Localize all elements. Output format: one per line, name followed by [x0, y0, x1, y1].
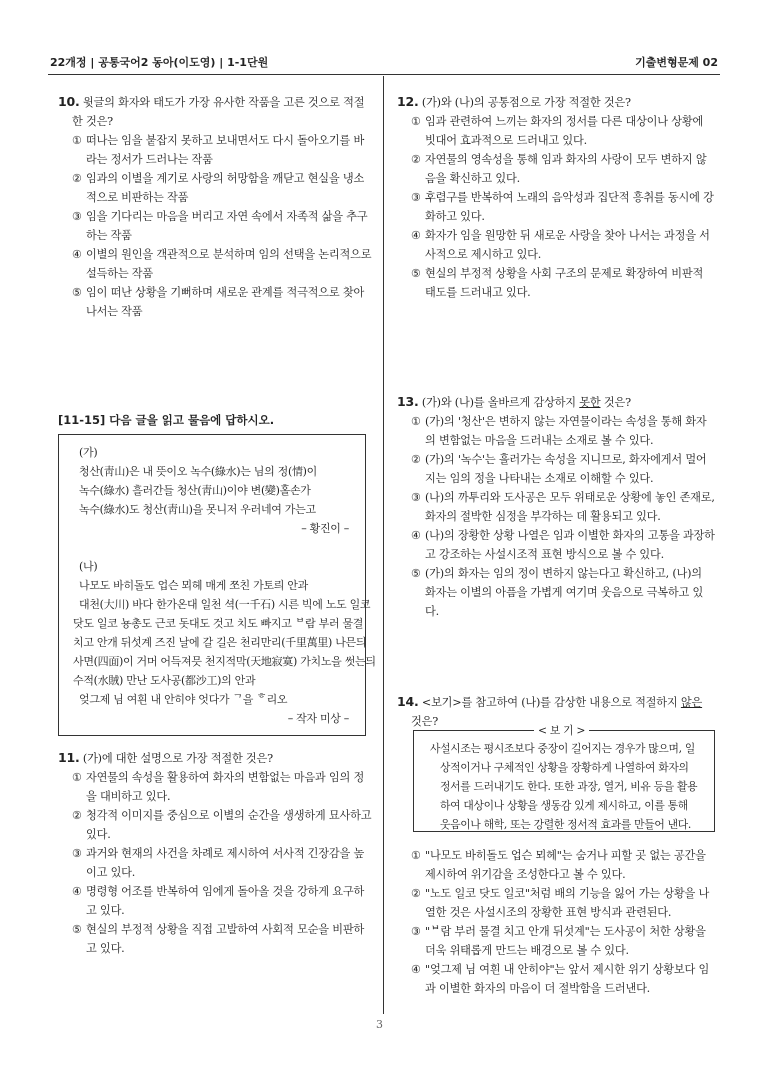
- question-stem-post: 것은?: [600, 396, 631, 409]
- bogi-box: [413, 724, 715, 832]
- passage-ga-label: (가): [79, 446, 98, 459]
- option-list: [397, 412, 715, 621]
- option-number: ②: [411, 153, 421, 166]
- option-text: (나)의 까투리와 도사공은 모두 위태로운 상황에 놓인 존재로, 화자의 절박한 심정을 부각하는 데 활용되고 있다.: [425, 491, 715, 523]
- answer-option: [397, 188, 715, 226]
- header-divider: [48, 74, 720, 75]
- page-number: 3: [376, 1018, 383, 1031]
- answer-option: [397, 488, 715, 526]
- option-text: "ᄇ람 부러 물결 치고 안개 뒤섯계"는 도사공이 처한 상황을 더욱 위태롭게 만드는 배경으로 볼 수 있다.: [425, 925, 706, 957]
- option-text: 명령형 어조를 반복하여 임에게 돌아올 것을 강하게 요구하고 있다.: [86, 885, 365, 917]
- option-text: 임을 기다리는 마음을 버리고 자연 속에서 자족적 삶을 추구하는 작품: [86, 210, 368, 242]
- answer-option: [58, 806, 374, 844]
- option-number: ⑤: [411, 267, 421, 280]
- option-text: 임과 관련하여 느끼는 화자의 정서를 다른 대상이나 상황에 빗대어 효과적으로 드러내고 있다.: [425, 115, 704, 147]
- reading-passage: [58, 434, 376, 736]
- option-text: 청각적 이미지를 중심으로 이별의 순간을 생생하게 묘사하고 있다.: [86, 809, 372, 841]
- question-number: 10.: [58, 94, 80, 109]
- option-text: "나모도 바히돌도 업슨 뫼헤"는 숨거나 피할 곳 없는 공간을 제시하여 위기감을 조성한다고 볼 수 있다.: [425, 849, 706, 881]
- answer-option: [397, 960, 715, 998]
- option-number: ①: [411, 415, 421, 428]
- option-number: ④: [411, 529, 421, 542]
- passage-line: 나모도 바히돌도 업슨 뫼헤 매게 쪼친 가토릐 안과: [79, 579, 308, 592]
- option-number: ③: [411, 491, 421, 504]
- answer-option: [58, 207, 374, 245]
- passage-na-author: – 작자 미상 –: [287, 712, 349, 725]
- question-10: [58, 92, 374, 321]
- question-stem-post: 것은?: [411, 715, 439, 728]
- option-number: ②: [72, 809, 82, 822]
- answer-option: [58, 283, 374, 321]
- question-13: [397, 392, 715, 621]
- option-number: ④: [72, 248, 82, 261]
- option-list: [58, 768, 374, 958]
- option-list: [397, 112, 715, 302]
- option-text: 임이 떠난 상황을 기뻐하며 새로운 관계를 적극적으로 찾아 나서는 작품: [86, 286, 365, 318]
- question-stem: (가)에 대한 설명으로 가장 적절한 것은?: [82, 752, 273, 765]
- answer-option: [58, 844, 374, 882]
- question-number: 11.: [58, 750, 80, 765]
- answer-option: [58, 131, 374, 169]
- bogi-text: 사설시조는 평시조보다 중장이 길어지는 경우가 많으며, 일상적이거나 구체적인 상황을 장황하게 나열하여 화자의 정서를 드러내기도 한다. 또한 과장, 열거, 비유 등을 활용하여 대상이나 상황을 생동감 있게 제시하고, 이를 통해 웃음이나 해학, 또는 강렬한 정서적 효과를 만들어 낸다.: [430, 742, 698, 831]
- option-list: [58, 131, 374, 321]
- question-number: 13.: [397, 394, 419, 409]
- question-stem-underline: 못한: [579, 396, 601, 409]
- option-list: [397, 846, 715, 998]
- option-number: ⑤: [411, 567, 421, 580]
- option-text: 화자가 임을 원망한 뒤 새로운 사랑을 찾아 나서는 과정을 서사적으로 제시하고 있다.: [425, 229, 710, 261]
- option-number: ①: [411, 115, 421, 128]
- option-text: (나)의 장황한 상황 나열은 임과 이별한 화자의 고통을 과장하고 강조하는 사설시조적 표현 방식으로 볼 수 있다.: [425, 529, 715, 561]
- option-text: (가)의 '녹수'는 흘러가는 속성을 지니므로, 화자에게서 멀어지는 임의 정을 나타내는 소재로 이해할 수 있다.: [425, 453, 707, 485]
- answer-option: [397, 264, 715, 302]
- question-number: 14.: [397, 694, 419, 709]
- answer-option: [397, 922, 715, 960]
- passage-na-label: (나): [79, 560, 98, 573]
- option-text: 임과의 이별을 계기로 사랑의 허망함을 깨닫고 현실을 냉소적으로 비판하는 작품: [86, 172, 365, 204]
- option-number: ⑤: [72, 286, 82, 299]
- passage-line: 녹수(綠水)도 청산(靑山)을 못니저 우러네여 가는고: [79, 503, 316, 516]
- option-number: ①: [411, 849, 421, 862]
- answer-option: [397, 450, 715, 488]
- passage-line: 수적(水賊) 만난 도사공(都沙工)의 안과: [73, 674, 256, 687]
- answer-option: [397, 564, 715, 621]
- passage-ga-author: – 황진이 –: [301, 522, 349, 535]
- answer-option: [58, 920, 374, 958]
- passage-line: 사면(四面)이 거머 어득져믓 천지적막(天地寂寞) 가치노을 썻는듸: [73, 655, 376, 668]
- option-number: ③: [411, 191, 421, 204]
- option-number: ②: [411, 887, 421, 900]
- passage-line: 녹수(綠水) 흘러간들 청산(靑山)이야 변(變)홀손가: [79, 484, 311, 497]
- passage-line: 닷도 일코 뇽총도 근코 돗대도 것고 치도 빠지고 ᄇ람 부러 물결: [73, 617, 364, 630]
- option-text: 떠나는 임을 붙잡지 못하고 보내면서도 다시 돌아오기를 바라는 정서가 드러나는 작품: [86, 134, 365, 166]
- answer-option: [397, 412, 715, 450]
- option-number: ③: [72, 210, 82, 223]
- option-number: ①: [72, 134, 82, 147]
- option-number: ⑤: [72, 923, 82, 936]
- answer-option: [397, 526, 715, 564]
- option-text: 이별의 원인을 객관적으로 분석하며 임의 선택을 논리적으로 설득하는 작품: [86, 248, 372, 280]
- passage-line: 청산(靑山)은 내 뜻이오 녹수(綠水)는 님의 정(情)이: [79, 465, 317, 478]
- option-number: ④: [411, 229, 421, 242]
- option-number: ②: [72, 172, 82, 185]
- answer-option: [397, 884, 715, 922]
- question-stem: 윗글의 화자와 태도가 가장 유사한 작품을 고른 것으로 적절한 것은?: [72, 96, 365, 128]
- answer-option: [58, 169, 374, 207]
- question-stem-pre: (가)와 (나)를 올바르게 감상하지: [421, 396, 580, 409]
- answer-option: [58, 882, 374, 920]
- question-stem-underline: 않은: [680, 696, 703, 709]
- passage-line: 대천(大川) 바다 한가온대 일천 셕(一千石) 시른 빅에 노도 일코: [79, 598, 371, 611]
- answer-option: [397, 226, 715, 264]
- answer-option: [397, 846, 715, 884]
- passage-line: 엊그제 님 여흰 내 안히야 엇다가 ᄀ을 ᄒ리오: [79, 693, 288, 706]
- question-12: [397, 92, 715, 302]
- option-text: 후렴구를 반복하여 노래의 음악성과 집단적 흥취를 동시에 강화하고 있다.: [425, 191, 714, 223]
- question-stem-pre: <보기>를 참고하여 (나)를 감상한 내용으로 적절하지: [421, 696, 681, 709]
- bogi-body: [430, 739, 700, 834]
- question-number: 12.: [397, 94, 419, 109]
- option-text: 자연물의 영속성을 통해 임과 화자의 사랑이 모두 변하지 않음을 확신하고 있다.: [425, 153, 707, 185]
- bogi-title: < 보 기 >: [534, 721, 589, 740]
- option-number: ③: [411, 925, 421, 938]
- page-header: [48, 48, 720, 72]
- option-text: (가)의 화자는 임의 정이 변하지 않는다고 확신하고, (나)의 화자는 이별의 아픔을 가볍게 여기며 웃음으로 극복하고 있다.: [425, 567, 704, 618]
- option-text: "엊그제 님 여흰 내 안히야"는 앞서 제시한 위기 상황보다 임과 이별한 화자의 마음이 더 절박함을 드러낸다.: [425, 963, 710, 995]
- option-number: ③: [72, 847, 82, 860]
- option-number: ①: [72, 771, 82, 784]
- section-label: [11-15] 다음 글을 읽고 물음에 답하시오.: [58, 413, 275, 427]
- option-text: 현실의 부정적 상황을 직접 고발하여 사회적 모순을 비판하고 있다.: [86, 923, 365, 955]
- column-divider: [383, 76, 384, 1014]
- option-text: 과거와 현재의 사건을 차례로 제시하여 서사적 긴장감을 높이고 있다.: [86, 847, 365, 879]
- option-number: ②: [411, 453, 421, 466]
- header-course-info: 22개정 | 공통국어2 동아(이도영) | 1-1단원: [50, 56, 269, 69]
- answer-option: [397, 150, 715, 188]
- option-number: ④: [72, 885, 82, 898]
- option-text: (가)의 '청산'은 변하지 않는 자연물이라는 속성을 통해 화자의 변함없는 마음을 드러내는 소재로 볼 수 있다.: [425, 415, 707, 447]
- answer-option: [58, 768, 374, 806]
- option-text: "노도 일코 닷도 일코"처럼 배의 기능을 잃어 가는 상황을 나열한 것은 사설시조의 장황한 표현 방식과 관련된다.: [425, 887, 710, 919]
- option-number: ④: [411, 963, 421, 976]
- answer-option: [58, 245, 374, 283]
- question-stem: (가)와 (나)의 공통점으로 가장 적절한 것은?: [421, 96, 631, 109]
- question-14-options: [397, 846, 715, 998]
- option-text: 자연물의 속성을 활용하여 화자의 변함없는 마음과 임의 정을 대비하고 있다.: [86, 771, 365, 803]
- header-exam-title: 기출변형문제 02: [635, 56, 718, 69]
- answer-option: [397, 112, 715, 150]
- question-11: [58, 748, 374, 958]
- passage-line: 치고 안개 뒤섯계 즈진 날에 갈 길은 천리만리(千里萬里) 나믄듸: [73, 636, 367, 649]
- option-text: 현실의 부정적 상황을 사회 구조의 문제로 확장하여 비판적 태도를 드러내고 있다.: [425, 267, 704, 299]
